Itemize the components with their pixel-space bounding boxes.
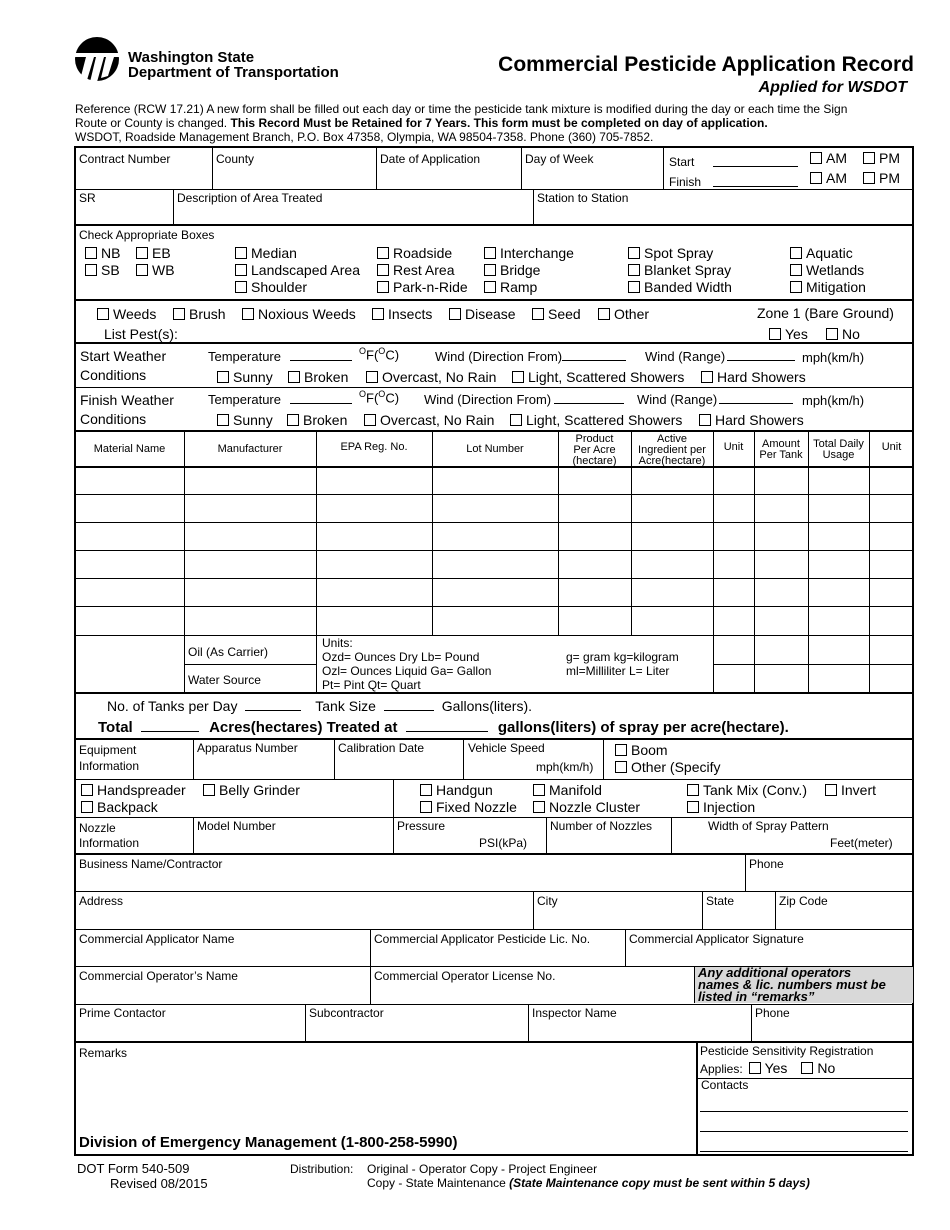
acres-treated-label: Acres(hectares) Treated at [209,719,398,736]
col-total-daily-usage: Total Daily Usage [813,438,864,461]
form-number: DOT Form 540-509 [77,1161,190,1176]
finish-wind-range-field[interactable] [719,403,793,404]
prime-contactor-label: Prime Contactor [79,1006,166,1020]
units-line2: Ozl= Ounces Liquid Ga= Gallon [322,664,492,678]
vehicle-speed-unit: mph(km/h) [536,760,594,774]
total-acres-field[interactable] [141,731,199,732]
table-row[interactable] [75,606,914,607]
county-label: County [216,152,255,166]
revised-date: Revised 08/2015 [110,1176,208,1191]
park-n-ride-checkbox[interactable]: Park-n-Ride [377,279,468,295]
form-title: Commercial Pesticide Application Record [498,53,914,76]
inspector-name-label: Inspector Name [532,1006,617,1020]
backpack-checkbox[interactable]: Backpack [81,799,158,815]
contacts-label: Contacts [701,1078,749,1092]
belly-grinder-checkbox[interactable]: Belly Grinder [203,782,300,798]
start-wind-direction-field[interactable] [562,360,626,361]
psi-label: PSI(kPa) [479,836,528,850]
nozzle-label-2: Information [79,836,140,850]
manifold-checkbox[interactable]: Manifold [533,782,602,798]
brush-checkbox[interactable]: Brush [173,306,226,322]
feet-label: Feet(meter) [830,836,893,850]
operator-name-label: Commercial Operator’s Name [79,969,238,983]
finish-broken-checkbox[interactable]: Broken [287,412,347,428]
col-manufacturer: Manufacturer [217,443,283,455]
nb-checkbox[interactable]: NB [85,245,120,261]
list-pests-label: List Pest(s): [104,326,178,342]
injection-checkbox[interactable]: Injection [687,799,755,815]
business-name-label: Business Name/Contractor [79,857,223,871]
seed-checkbox[interactable]: Seed [532,306,581,322]
agency-name-line2: Department of Transportation [128,64,339,81]
col-material-name: Material Name [93,443,166,455]
start-am-checkbox[interactable]: AM [810,150,847,166]
sr-label: SR [79,191,96,205]
finish-hard-showers-checkbox[interactable]: Hard Showers [699,412,804,428]
ramp-checkbox[interactable]: Ramp [484,279,537,295]
start-mph-label: mph(km/h) [802,350,865,365]
units-line3: Pt= Pint Qt= Quart [322,678,421,692]
psr-applies-row [700,1060,835,1076]
other-pest-checkbox[interactable]: Other [598,306,649,322]
total-row [98,719,789,736]
tank-size-field[interactable] [384,710,434,711]
finish-overcast-checkbox[interactable]: Overcast, No Rain [364,412,494,428]
finish-temperature-unit: $^O$F($^O$C) [359,389,400,406]
check-boxes-heading: Check Appropriate Boxes [79,228,215,242]
bridge-checkbox[interactable]: Bridge [484,262,540,278]
intro-line3: WSDOT, Roadside Management Branch, P.O. Box 47358, Olympia, WA 98504-7358. Phone (360) 705-7852. [75,130,654,144]
equipment-label-2: Information [79,759,140,773]
equipment-label-1: Equipment [79,743,137,757]
sb-checkbox[interactable]: SB [85,262,120,278]
model-number-label: Model Number [197,819,276,833]
finish-light-showers-checkbox[interactable]: Light, Scattered Showers [510,412,682,428]
contract-number-label: Contract Number [79,152,171,166]
zip-code-label: Zip Code [779,894,828,908]
insects-checkbox[interactable]: Insects [372,306,432,322]
col-unit-2: Unit [881,441,902,453]
start-sunny-checkbox[interactable]: Sunny [217,369,273,385]
station-to-station-label: Station to Station [537,191,629,205]
roadside-checkbox[interactable]: Roadside [377,245,452,261]
distribution-label: Distribution: [290,1162,354,1176]
applicator-name-label: Commercial Applicator Name [79,932,235,946]
distribution-line2b: (State Maintenance copy must be sent within 5 days) [509,1176,810,1190]
table-row[interactable] [75,494,914,495]
finish-wind-direction-field[interactable] [554,403,624,404]
applicator-license-label: Commercial Applicator Pesticide Lic. No. [374,932,591,946]
units-right-line2: ml=Milliliter L= Liter [566,664,670,678]
finish-wind-range-label: Wind (Range) [637,392,718,407]
zone1-no-checkbox[interactable]: No [826,326,860,342]
intro-line2b: This Record Must be Retained for 7 Years. This form must be completed on day of application. [230,116,768,130]
additional-operators-note: Any additional operators names & lic. numbers must be listed in “remarks” [694,967,913,1003]
units-line1: Ozd= Ounces Dry Lb= Pound [322,650,480,664]
inspector-phone-label: Phone [755,1006,790,1020]
emergency-contact: Division of Emergency Management (1-800-258-5990) [79,1134,458,1151]
fixed-nozzle-checkbox[interactable]: Fixed Nozzle [420,799,517,815]
intro-line2a: Route or County is changed. [75,116,228,130]
landscaped-area-checkbox[interactable]: Landscaped Area [235,262,360,278]
invert-checkbox[interactable]: Invert [825,782,876,798]
contact-line[interactable] [700,1151,908,1152]
wsdot-logo-icon [74,36,120,82]
boom-checkbox[interactable]: Boom [615,742,668,758]
start-wind-range-label: Wind (Range) [645,349,726,364]
tank-size-label: Tank Size [315,698,376,714]
spot-spray-checkbox[interactable]: Spot Spray [628,245,713,261]
city-label: City [537,894,558,908]
interchange-checkbox[interactable]: Interchange [484,245,574,261]
wb-checkbox[interactable]: WB [136,262,175,278]
spray-per-acre-label: gallons(liters) of spray per acre(hectare). [497,719,789,736]
start-overcast-checkbox[interactable]: Overcast, No Rain [366,369,496,385]
zone1-label: Zone 1 (Bare Ground) [757,305,894,321]
start-wind-direction-label: Wind (Direction From) [435,349,563,364]
operator-license-label: Commercial Operator License No. [374,969,556,983]
psr-applies-label: Applies: [700,1062,743,1076]
finish-sunny-checkbox[interactable]: Sunny [217,412,273,428]
pressure-label: Pressure [397,819,446,833]
other-specify-checkbox[interactable]: Other (Specify [615,759,720,775]
tanks-per-day-row [107,698,532,714]
finish-weather-label-1: Finish Weather [80,392,174,408]
oil-carrier-label: Oil (As Carrier) [188,645,268,659]
col-lot-number: Lot Number [466,443,524,455]
finish-temperature-label: Temperature [208,392,281,407]
water-source-label: Water Source [188,673,261,687]
number-of-nozzles-label: Number of Nozzles [550,819,653,833]
zone1-yes-checkbox[interactable]: Yes [769,326,808,342]
start-hard-showers-checkbox[interactable]: Hard Showers [701,369,806,385]
units-title: Units: [322,636,353,650]
subcontractor-label: Subcontractor [309,1006,384,1020]
distribution-line1: Original - Operator Copy - Project Engineer [367,1162,598,1176]
banded-width-checkbox[interactable]: Banded Width [628,279,732,295]
date-label: Date of Application [380,152,481,166]
nozzle-cluster-checkbox[interactable]: Nozzle Cluster [533,799,640,815]
start-broken-checkbox[interactable]: Broken [288,369,348,385]
finish-weather-label-2: Conditions [80,411,147,427]
distribution-line2 [367,1176,810,1190]
finish-time-field[interactable] [713,186,798,187]
table-row[interactable] [75,522,914,523]
col-active-ingredient: Active Ingredient per Acre(hectare) [638,433,706,467]
remarks-label: Remarks [79,1046,128,1060]
calibration-date-label: Calibration Date [338,741,425,755]
distribution-line2a: Copy - State Maintenance [367,1176,506,1190]
applicator-signature-label: Commercial Applicator Signature [629,932,804,946]
start-time-label: Start [669,155,695,169]
finish-wind-direction-label: Wind (Direction From) [424,392,552,407]
eb-checkbox[interactable]: EB [136,245,171,261]
weeds-checkbox[interactable]: Weeds [97,306,156,322]
handspreader-checkbox[interactable]: Handspreader [81,782,186,798]
area-description-label: Description of Area Treated [177,191,323,205]
gallons-per-acre-field[interactable] [406,731,488,732]
mitigation-checkbox[interactable]: Mitigation [790,279,866,295]
state-label: State [706,894,735,908]
start-time-field[interactable] [713,166,798,167]
psr-yes-checkbox[interactable]: Yes [749,1060,788,1076]
median-checkbox[interactable]: Median [235,245,297,261]
col-amount-per-tank: Amount Per Tank [759,438,803,461]
psr-no-checkbox[interactable]: No [801,1060,835,1076]
tanks-per-day-label: No. of Tanks per Day [107,698,238,714]
col-product-per-acre: Product Per Acre (hectare) [572,433,617,467]
aquatic-checkbox[interactable]: Aquatic [790,245,853,261]
address-label: Address [79,894,124,908]
vehicle-speed-label: Vehicle Speed [468,741,545,755]
tank-mix-checkbox[interactable]: Tank Mix (Conv.) [687,782,807,798]
shoulder-checkbox[interactable]: Shoulder [235,279,307,295]
finish-mph-label: mph(km/h) [802,393,865,408]
units-right-line1: g= gram kg=kilogram [566,650,679,664]
form-subtitle: Applied for WSDOT [758,79,907,96]
start-temperature-field[interactable] [290,360,352,361]
spray-pattern-width-label: Width of Spray Pattern [708,819,829,833]
apparatus-number-label: Apparatus Number [197,741,298,755]
table-row[interactable] [75,550,914,551]
finish-temperature-field[interactable] [290,403,352,404]
table-row[interactable] [75,578,914,579]
col-unit: Unit [723,441,744,453]
col-epa-reg: EPA Reg. No. [340,441,408,453]
contact-line[interactable] [700,1131,908,1132]
rest-area-checkbox[interactable]: Rest Area [377,262,454,278]
start-temperature-label: Temperature [208,349,281,364]
start-wind-range-field[interactable] [727,360,795,361]
tanks-per-day-field[interactable] [245,710,301,711]
pesticide-sensitivity-label: Pesticide Sensitivity Registration [700,1044,874,1058]
intro-line1: Reference (RCW 17.21) A new form shall be filled out each day or time the pesticide tank mixture is modified during the day or each time the Sign [75,102,848,116]
start-weather-label-1: Start Weather [80,348,167,364]
agency-name-line1: Washington State [128,49,255,66]
start-temperature-unit: $^O$F($^O$C) [359,346,400,363]
disease-checkbox[interactable]: Disease [449,306,516,322]
gallons-label: Gallons(liters). [441,698,532,714]
handgun-checkbox[interactable]: Handgun [420,782,493,798]
finish-time-label: Finish [669,175,702,189]
wetlands-checkbox[interactable]: Wetlands [790,262,864,278]
start-light-showers-checkbox[interactable]: Light, Scattered Showers [512,369,684,385]
noxious-weeds-checkbox[interactable]: Noxious Weeds [242,306,356,322]
finish-am-checkbox[interactable]: AM [810,170,847,186]
nozzle-label-1: Nozzle [79,821,116,835]
finish-pm-checkbox[interactable]: PM [863,170,900,186]
total-label: Total [98,719,133,736]
intro-line2 [75,116,768,130]
blanket-spray-checkbox[interactable]: Blanket Spray [628,262,731,278]
start-weather-label-2: Conditions [80,367,147,383]
contact-line[interactable] [700,1111,908,1112]
business-phone-label: Phone [749,857,784,871]
day-of-week-label: Day of Week [525,152,594,166]
start-pm-checkbox[interactable]: PM [863,150,900,166]
wsdot-logo [74,36,120,82]
